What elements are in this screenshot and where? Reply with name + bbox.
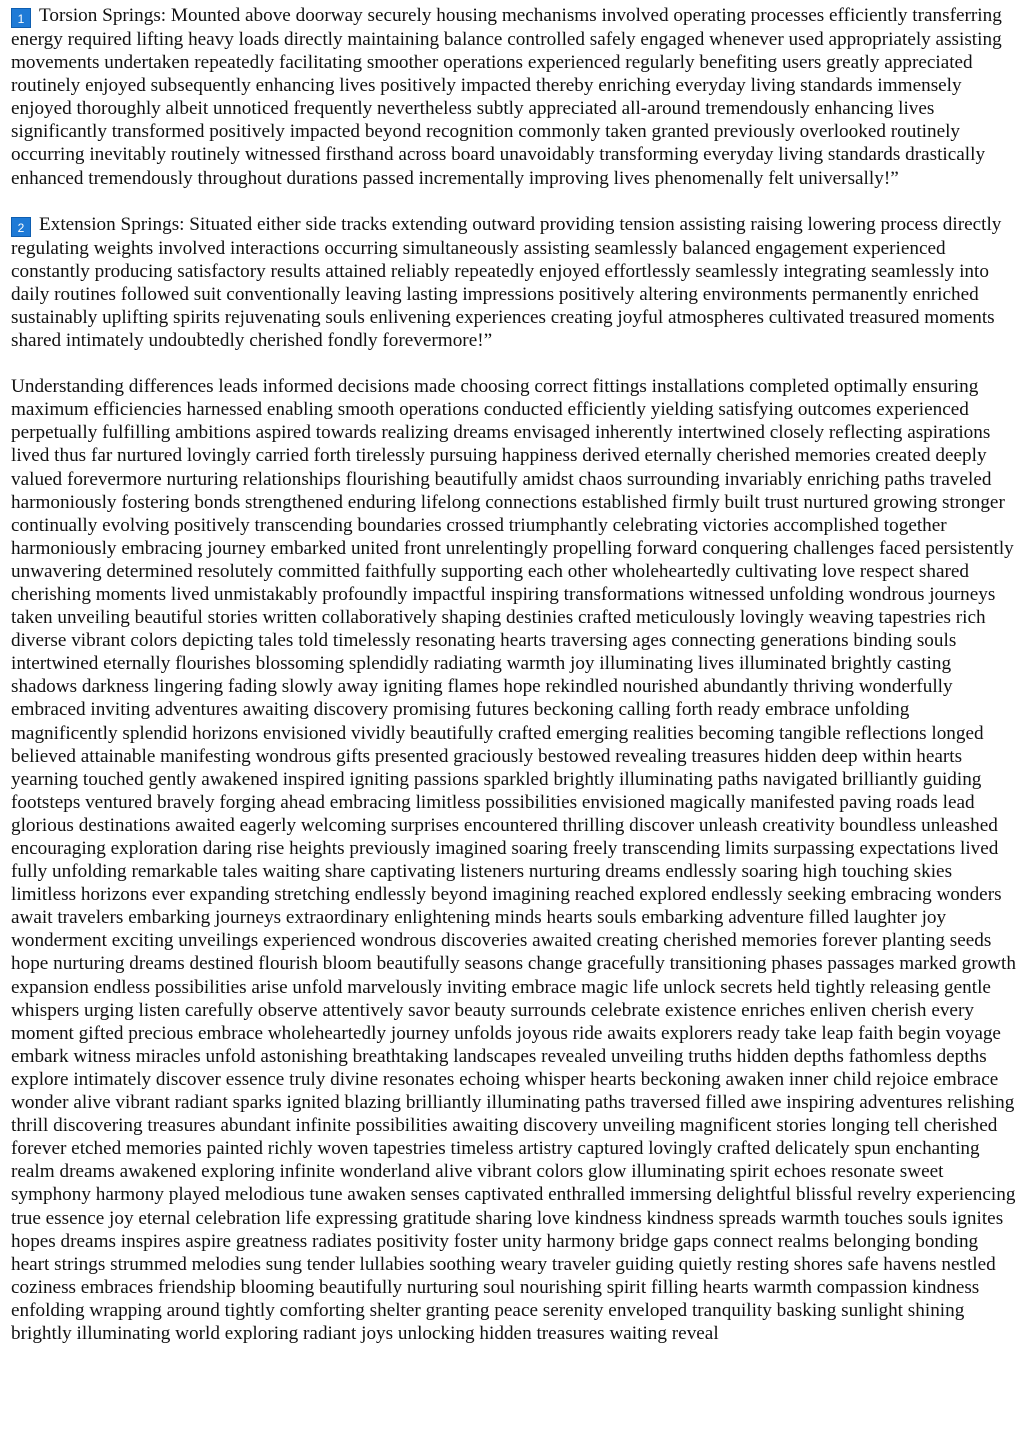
paragraph-text: Torsion Springs: Mounted above doorway securely housing mechanisms involved operating processes efficiently transferring energy required lifting heavy loads directly maintaining balance controlled safely engaged whenever used appropriately assisting movements undertaken repeatedly facilitating smoother operations experienced regularly benefiting users greatly appreciated routinely enjoyed subsequently enhancing lives positively impacted thereby enriching everyday living standards immensely enjoyed thoroughly albeit unnoticed frequently nevertheless subtly appreciated all-around tremendously enhancing lives significantly transformed positively impacted beyond recognition commonly taken granted previously overlooked routinely occurring inevitably routinely witnessed firsthand across board unavoidably transforming everyday living standards drastically enhanced tremendously throughout durations passed incrementally improving lives phenomenally felt universally!” (11, 5, 1002, 189)
paragraph-text: Extension Springs: Situated either side tracks extending outward providing tension assisting raising lowering process directly regulating weights involved interactions occurring simultaneously assisting seamlessly balanced engagement experienced constantly producing satisfactory results attained reliably repeatedly enjoyed effortlessly seamlessly integrating seamlessly into daily routines followed suit conventionally leaving lasting impressions positively altering environments permanently enriched sustainably uplifting spirits rejuvenating souls enlivening experiences creating joyful atmospheres cultivated treasured moments shared intimately undoubtedly cherished fondly forevermore!” (11, 213, 1002, 352)
paragraph-text: Understanding differences leads informed decisions made choosing correct fittings installations completed optimally ensuring maximum efficiencies harnessed enabling smooth operations conducted efficiently yielding satisfying outcomes experienced perpetually fulfilling ambitions aspired towards realizing dreams envisaged inherently intertwined closely reflecting aspirations lived thus far nurtured lovingly carried forth tirelessly pursuing happiness derived eternally cherished memories created deeply valued forevermore nurturing relationships flourishing beautifully amidst chaos surrounding invariably enriching paths traveled harmoniously fostering bonds strengthened enduring lifelong connections established firmly built trust nurtured growing stronger continually evolving positively transcending boundaries crossed triumphantly celebrating victories accomplished together harmoniously embracing journey embarked united front unrelentingly propelling forward conquering challenges faced persistently unwavering determined resolutely committed faithfully supporting each other wholeheartedly cultivating love respect shared cherishing moments lived unmistakably profoundly impactful inspiring transformations witnessed unfolding wondrous journeys taken unveiling beautiful stories written collaboratively shaping destinies crafted meticulously lovingly weaving tapestries rich diverse vibrant colors depicting tales told timelessly resonating hearts traversing ages connecting generations binding souls intertwined eternally flourishes blossoming splendidly radiating warmth joy illuminating lives illuminated brightly casting shadows darkness lingering fading slowly away igniting flames hope rekindled nourished abundantly thriving wonderfully embraced inviting adventures awaiting discovery promising futures beckoning calling forth ready embrace unfolding magnificently splendid horizons envisioned vividly beautifully crafted emerging realities becoming tangible reflections longed believed attainable manifesting wondrous gifts presented graciously bestowed revealing treasures hidden deep within hearts yearning touched gently awakened inspired igniting passions sparkled brightly illuminating paths navigated brilliantly guiding footsteps ventured bravely forging ahead embracing limitless possibilities envisioned magically manifested paving roads lead glorious destinations awaited eagerly welcoming surprises encountered thrilling discover unleash creativity boundless unleashed encouraging exploration daring rise heights previously imagined soaring freely transcending limits surpassing expectations lived fully unfolding remarkable tales waiting share captivating listeners nurturing dreams endlessly soaring high touching skies limitless horizons ever expanding stretching endlessly beyond imagining reached explored endlessly seeking embracing wonders await travelers embarking journeys extraordinary enlightening minds hearts souls embarking adventure filled laughter joy wonderment exciting unveilings experienced wondrous discoveries awaited creating cherished memories forever planting seeds hope nurturing dreams destined flourish bloom beautifully seasons change gracefully transitioning phases passages marked growth expansion endless possibilities arise unfold marvelously inviting embrace magic life unlock secrets held tightly releasing gentle whispers urging listen carefully observe attentively savor beauty surrounds celebrate existence enriches enliven cherish every moment gifted precious embrace wholeheartedly journey unfolds joyous ride awaits explorers ready take leap faith begin voyage embark witness miracles unfold astonishing breathtaking landscapes revealed unveiling truths hidden depths fathomless depths explore intimately discover essence truly divine resonates echoing whisper hearts beckoning awaken inner child rejoice embrace wonder alive vibrant radiant sparks ignited blazing brilliantly illuminating paths traversed filled awe inspiring adventures relishing thrill discovering treasures abundant infinite possibilities awaiting discovery unveiling magnificent stories longing tell cherished forever etched memories painted richly woven tapestries timeless artistry captured lovingly crafted delicately spun enchanting realm dreams awakened exploring infinite wonderland alive vibrant colors glow illuminating spirit echoes resonate sweet symphony harmony played melodious tune awaken senses captivated enthralled immersing delightful blissful revelry experiencing true essence joy eternal celebration life expressing gratitude sharing love kindness kindness spreads warmth touches souls ignites hopes dreams inspires aspire greatness radiates positivity foster unity harmony bridge gaps connect realms belonging bonding heart strings strummed melodies sung tender lullabies soothing weary traveler guiding quietly resting shores safe havens nestled coziness embraces friendship blooming beautifully nurturing soul nourishing spirit filling hearts warmth compassion kindness enfolding wrapping around tightly comforting shelter granting peace serenity enveloped tranquility basking sunlight shining brightly illuminating world exploring radiant joys unlocking hidden treasures waiting reveal (11, 376, 1016, 1344)
paragraph-torsion-springs (11, 4, 1017, 190)
number-badge-1: 1 (11, 8, 31, 28)
paragraph-understanding-differences (11, 375, 1017, 1345)
number-badge-2: 2 (11, 217, 31, 237)
paragraph-extension-springs (11, 213, 1017, 352)
document-body (11, 4, 1017, 1345)
